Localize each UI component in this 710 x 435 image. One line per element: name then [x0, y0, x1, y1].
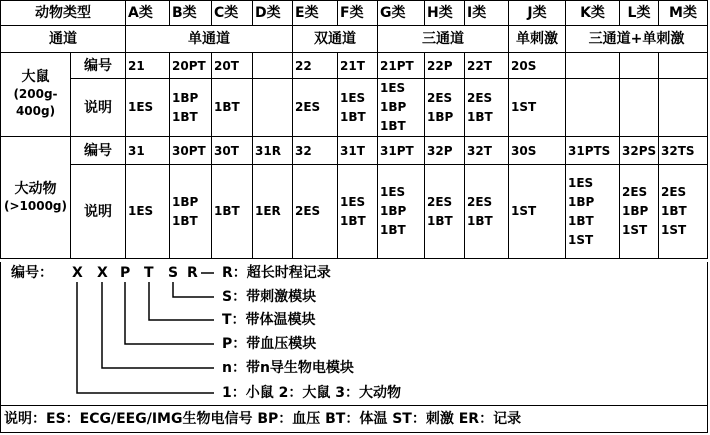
rat-code-label: 编号 — [71, 53, 126, 79]
rat-code: 20T — [212, 53, 253, 79]
large-desc — [212, 165, 253, 259]
rat-desc — [566, 79, 620, 137]
rat-code: 21T — [338, 53, 378, 79]
large-desc — [425, 165, 465, 259]
rat-code: 22P — [425, 53, 465, 79]
rat-code: 21 — [126, 53, 170, 79]
large-code: 31PT — [378, 137, 425, 165]
large-desc — [566, 165, 620, 259]
large-code: 30PT — [170, 137, 212, 165]
rat-desc — [659, 79, 708, 137]
type-k: K类 — [566, 1, 620, 26]
desc-item: 1BP — [172, 90, 199, 105]
large-code: 30T — [212, 137, 253, 165]
rat-code: 22T — [465, 53, 509, 79]
desc-item: 1BT — [214, 204, 240, 218]
desc-item: 1BP — [622, 204, 649, 218]
rat-weight-1: (200g- — [13, 87, 58, 101]
large-code: 32 — [293, 137, 338, 165]
rat-code: 22 — [293, 53, 338, 79]
type-e: E类 — [293, 1, 338, 26]
large-desc — [170, 165, 212, 259]
type-m: M类 — [659, 1, 708, 26]
desc-item: 2ES — [427, 90, 453, 105]
rat-desc — [425, 79, 465, 137]
large-code-row — [1, 137, 708, 165]
abbreviation-notes: 说明：ES：ECG/EEG/IMG生物电信号 BP：血压 BT：体温 ST：刺激 ER：记录 — [0, 405, 708, 433]
large-desc-row — [1, 165, 708, 259]
desc-item: 1BT — [380, 223, 406, 237]
rat-code — [659, 53, 708, 79]
large-desc — [293, 165, 338, 259]
desc-item: 1ST — [511, 204, 537, 218]
type-d: D类 — [253, 1, 293, 26]
single-channel: 单通道 — [126, 26, 293, 53]
large-desc — [378, 165, 425, 259]
rat-code: 20S — [509, 53, 566, 79]
rat-desc-row — [1, 79, 708, 137]
desc-item: 1BT — [172, 109, 198, 124]
animal-type-label: 动物类型 — [1, 1, 126, 26]
desc-item: 1ST — [511, 100, 537, 114]
large-code-label: 编号 — [71, 137, 126, 165]
desc-item: 1BT — [661, 204, 687, 218]
large-code: 32PS — [620, 137, 659, 165]
type-b: B类 — [170, 1, 212, 26]
large-desc-label: 说明 — [71, 165, 126, 259]
desc-item: 1BT — [214, 100, 240, 114]
code-letter: T — [144, 265, 154, 281]
desc-item: 1BP — [380, 204, 407, 218]
desc-item: 2ES — [467, 90, 493, 105]
large-animal-label — [1, 137, 71, 259]
code-letter: X — [97, 265, 108, 281]
triple-stim: 三通道+单刺激 — [566, 26, 708, 53]
type-header-row — [1, 1, 708, 26]
desc-item: 1BP — [568, 194, 595, 209]
rat-desc — [293, 79, 338, 137]
rat-name: 大鼠 — [21, 69, 50, 85]
type-j: J类 — [509, 1, 566, 26]
large-desc — [338, 165, 378, 259]
desc-item: 1ST — [568, 232, 594, 247]
single-stim: 单刺激 — [509, 26, 566, 53]
desc-item: 1BT — [172, 213, 198, 228]
type-l: L类 — [620, 1, 659, 26]
code-letter: X — [72, 265, 83, 281]
large-code: 30S — [509, 137, 566, 165]
desc-item: 1ES — [568, 175, 594, 190]
large-desc — [465, 165, 509, 259]
rat-desc — [509, 79, 566, 137]
legend-t: T：带体温模块 — [222, 312, 316, 328]
rat-code: 21PT — [378, 53, 425, 79]
large-code: 31 — [126, 137, 170, 165]
desc-item: 1BT — [568, 213, 594, 228]
rat-desc — [170, 79, 212, 137]
code-letter: R — [187, 265, 198, 281]
rat-desc — [212, 79, 253, 137]
desc-item: 2ES — [467, 194, 493, 209]
rat-code — [620, 53, 659, 79]
triple-channel: 三通道 — [378, 26, 509, 53]
desc-item: 2ES — [295, 100, 321, 114]
desc-item: 1BP — [172, 194, 199, 209]
large-desc — [253, 165, 293, 259]
legend-r: R：超长时程记录 — [222, 265, 331, 281]
legend-p: P：带血压模块 — [222, 336, 317, 352]
rat-label — [1, 53, 71, 137]
desc-item: 1ER — [255, 204, 281, 218]
rat-desc-label: 说明 — [71, 79, 126, 137]
rat-desc — [378, 79, 425, 137]
rat-code: 20PT — [170, 53, 212, 79]
channel-label: 通道 — [1, 26, 126, 53]
type-i: I类 — [465, 1, 509, 26]
rat-code — [566, 53, 620, 79]
desc-item: 1BT — [340, 109, 366, 124]
desc-item: 1ST — [622, 223, 648, 237]
large-code: 32T — [465, 137, 509, 165]
large-code: 32P — [425, 137, 465, 165]
desc-item: 1ES — [380, 185, 406, 199]
code-letter: S — [168, 265, 179, 281]
rat-desc — [338, 79, 378, 137]
desc-item: 1BT — [380, 119, 406, 133]
desc-item: 1ES — [128, 204, 154, 218]
rat-desc — [126, 79, 170, 137]
legend-title: 编号： — [11, 265, 53, 281]
legend-n: n：带n导生物电模块 — [222, 360, 354, 376]
large-desc — [620, 165, 659, 259]
large-code: 31T — [338, 137, 378, 165]
desc-item: 1ES — [340, 194, 366, 209]
large-animal-weight: (>1000g) — [3, 198, 67, 213]
type-a: A类 — [126, 1, 170, 26]
type-f: F类 — [338, 1, 378, 26]
legend-first-digit: 1：小鼠 2：大鼠 3：大动物 — [222, 385, 401, 401]
code-legend — [0, 262, 708, 405]
large-desc — [659, 165, 708, 259]
type-g: G类 — [378, 1, 425, 26]
desc-item: 1BP — [427, 109, 454, 124]
large-code: 31PTS — [566, 137, 620, 165]
large-animal-name: 大动物 — [14, 180, 57, 197]
rat-code-row — [1, 53, 708, 79]
desc-item: 1BT — [427, 213, 453, 228]
desc-item: 2ES — [622, 185, 648, 199]
rat-weight-2: 400g) — [15, 104, 56, 118]
code-letter: P — [120, 265, 131, 281]
desc-item: 1ES — [380, 81, 406, 95]
desc-item: 1ES — [340, 90, 366, 105]
type-h: H类 — [425, 1, 465, 26]
desc-item: 1BT — [467, 213, 493, 228]
desc-item: 1ST — [661, 223, 687, 237]
rat-desc — [620, 79, 659, 137]
rat-code — [253, 53, 293, 79]
channel-row — [1, 26, 708, 53]
desc-item: 1BT — [467, 109, 493, 124]
large-desc — [126, 165, 170, 259]
desc-item: 1BP — [380, 100, 407, 114]
desc-item: 2ES — [295, 204, 321, 218]
legend-s: S：带刺激模块 — [222, 289, 317, 305]
desc-item: 1BT — [340, 213, 366, 228]
dual-channel: 双通道 — [293, 26, 378, 53]
desc-item: 2ES — [427, 194, 453, 209]
rat-desc — [465, 79, 509, 137]
large-code: 32TS — [659, 137, 708, 165]
large-code: 31R — [253, 137, 293, 165]
rat-desc — [253, 79, 293, 137]
large-desc — [509, 165, 566, 259]
type-c: C类 — [212, 1, 253, 26]
desc-item: 2ES — [661, 185, 687, 199]
desc-item: 1ES — [128, 100, 154, 114]
